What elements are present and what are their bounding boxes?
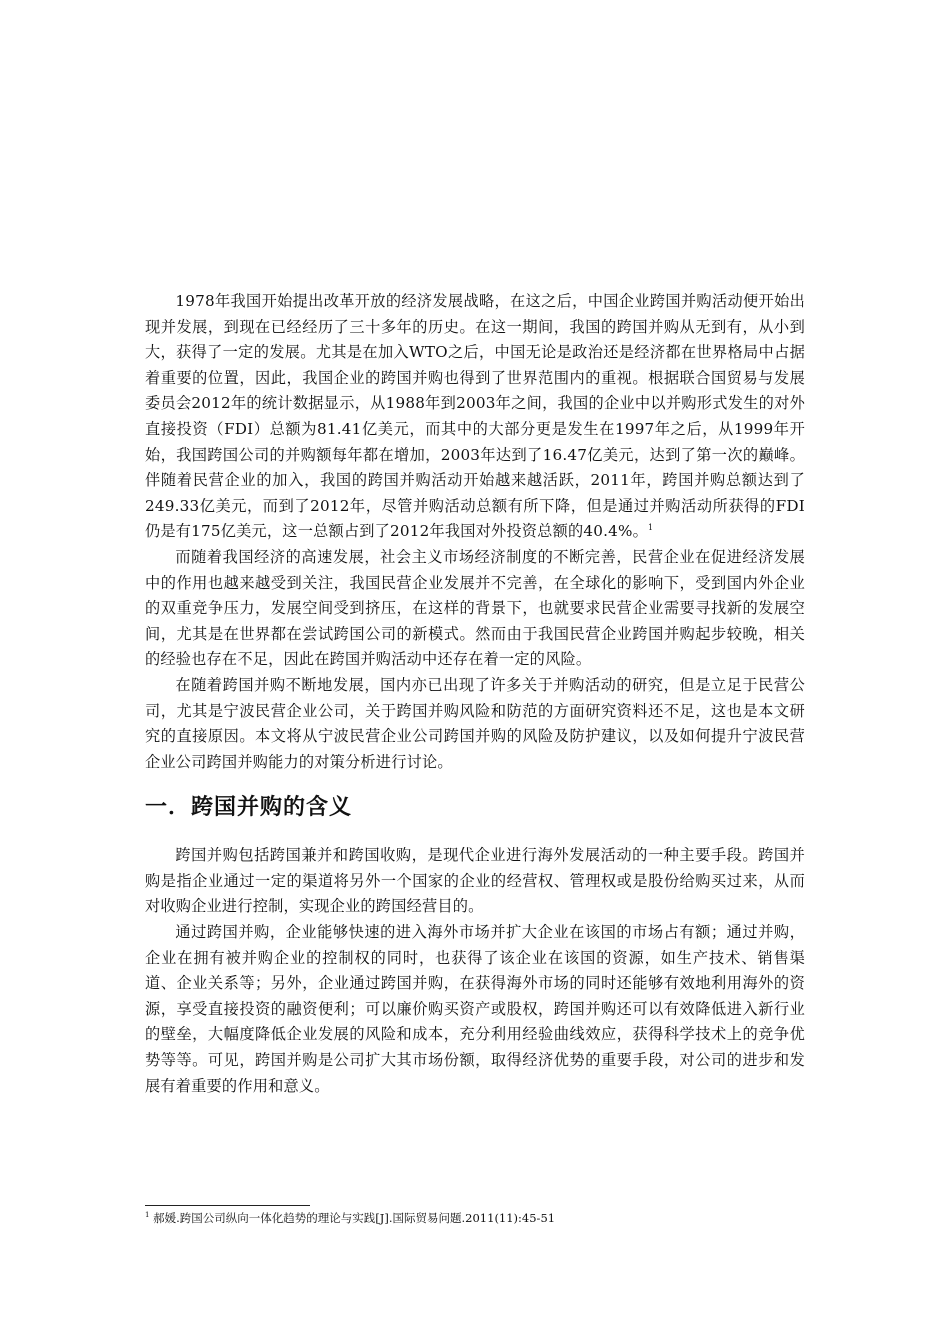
intro-paragraph-3: 在随着跨国并购不断地发展，国内亦已出现了许多关于并购活动的研究，但是立足于民营公司，尤其是宁波民营企业公司，关于跨国并购风险和防范的方面研究资料还不足，这也是本文研究的直接原因。本文将从宁波民营企业公司跨国并购的风险及防护建议，以及如何提升宁波民营企业公司跨国并购能力的对策分析进行讨论。 [145,675,805,771]
footnote-reference[interactable]: 1 [647,523,654,533]
paragraph-text: 1978年我国开始提出改革开放的经济发展战略，在这之后，中国企业跨国并购活动便开始出现并发展，到现在已经经历了三十多年的历史。在这一期间，我国的跨国并购从无到有，从小到大，获得了一定的发展。尤其是在加入WTO之后，中国无论是政治还是经济都在世界格局中占据着重要的位置，因此，我国企业的跨国并购也得到了世界范围内的重视。根据联合国贸易与发展委员会2012年的统计数据显示，从1988年到2003年之间，我国的企业中以并购形式发生的对外直接投资（FDI）总额为81.41亿美元，而其中的大部分更是发生在1997年之后，从1999年开始，我国跨国公司的并购额每年都在增加，2003年达到了16.47亿美元，达到了第一次的巅峰。伴随着民营企业的加入，我国的跨国并购活动开始越来越活跃，2011年，跨国并购总额达到了249.33亿美元，而到了2012年，尽管并购活动总额有所下降，但是通过并购活动所获得的FDI仍是有175亿美元，这一总额占到了2012年我国对外投资总额的40.4%。 [145,292,805,541]
footnote-marker: 1 [145,1211,150,1220]
intro-paragraph-1 [145,289,805,545]
section-paragraph-2: 通过跨国并购，企业能够快速的进入海外市场并扩大企业在该国的市场占有额；通过并购，企业在拥有被并购企业的控制权的同时，也获得了该企业在该国的资源，如生产技术、销售渠道、企业关系等；另外，企业通过跨国并购，在获得海外市场的同时还能够有效地利用海外的资源，享受直接投资的融资便利；可以廉价购买资产或股权，跨国并购还可以有效降低进入新行业的壁垒，大幅度降低企业发展的风险和成本，充分利用经验曲线效应，获得科学技术上的竞争优势等等。可见，跨国并购是公司扩大其市场份额，取得经济优势的重要手段，对公司的进步和发展有着重要的作用和意义。 [145,923,805,1095]
footnote [145,1210,805,1226]
section-heading: 一．跨国并购的含义 [145,795,353,821]
section-paragraph-1: 跨国并购包括跨国兼并和跨国收购，是现代企业进行海外发展活动的一种主要手段。跨国并购是指企业通过一定的渠道将另外一个国家的企业的经营权、管理权或是股份给购买过来，从而对收购企业进行控制，实现企业的跨国经营目的。 [145,846,805,916]
footnote-text: 郝媛.跨国公司纵向一体化趋势的理论与实践[J].国际贸易问题.2011(11):45-51 [153,1211,556,1225]
intro-paragraph-2: 而随着我国经济的高速发展，社会主义市场经济制度的不断完善，民营企业在促进经济发展中的作用也越来越受到关注，我国民营企业发展并不完善，在全球化的影响下，受到国内外企业的双重竞争压力，发展空间受到挤压，在这样的背景下，也就要求民营企业需要寻找新的发展空间，尤其是在世界都在尝试跨国公司的新模式。然而由于我国民营企业跨国并购起步较晚，相关的经验也存在不足，因此在跨国并购活动中还存在着一定的风险。 [145,547,805,669]
body-content [145,289,805,1099]
footnote-divider [145,1205,310,1206]
footnote-area [145,1205,805,1226]
